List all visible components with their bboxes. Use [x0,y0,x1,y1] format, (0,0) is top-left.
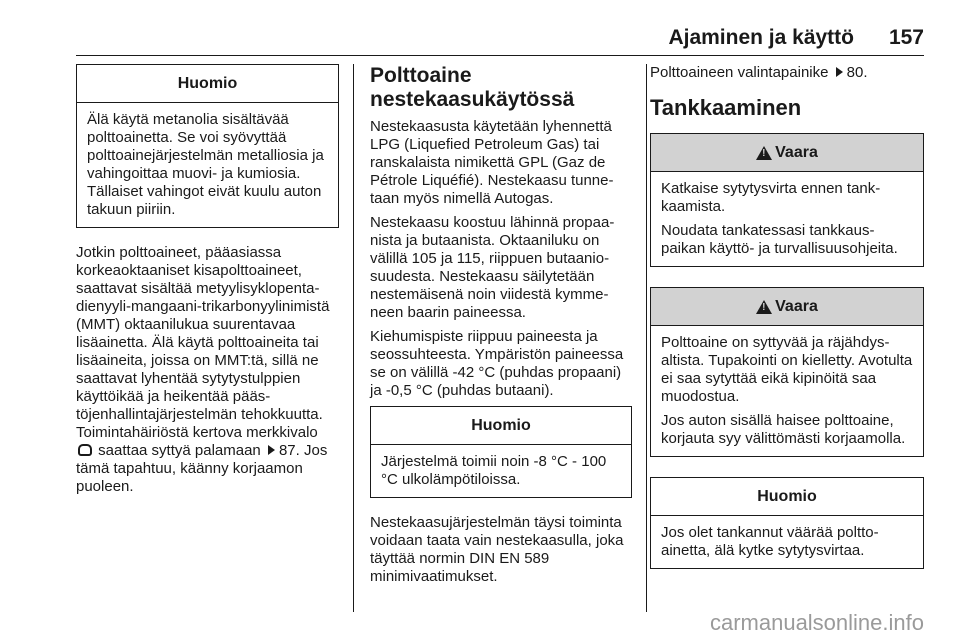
lpg-paragraph-4: Nestekaasujärjestelmän täysi toiminta voidaan taata vain nestekaasulla, joka täyttää normin DIN EN 589 minimivaatimukset. [370,514,624,585]
warning-triangle-icon [756,300,772,314]
section-title: Ajaminen ja käyttö [668,26,854,49]
mmt-paragraph: Jotkin polttoaineet, pääasiassa korkeaoktaaniset kisapolttoaineet, saattavat sisältää metyylisyklopentadienyyli-mangaani-trikarbonyylinimistä (MMT) oktaanilukua suurentavaa lisäainetta. Älä käytä polttoaineita tai lisäaineita, joissa on MMT:tä, sillä ne saattavat lyhentää sytytystulppien käyttöikää ja heikentää päästöjenhallintajärjestelmän tehokkuutta. Toimintahäiriöstä kertova merkkivalo saattaa syttyä palamaan 87. Jos tämä tapahtuu, käänny korjaamon puoleen. [76,244,330,495]
note-text: Järjestelmä toimii noin -8 °C - 100 °C ulkolämpötiloissa. [381,453,607,488]
column-1 [76,64,339,502]
note-title: Huomio [371,407,631,445]
note-text: Älä käytä metanolia sisältävää polttoainetta. Se voi syövyttää polttoainejärjestelmän metalliosia ja vahingoittaa muovi- ja kumiosia. Tällaiset vahingot eivät kuulu auton takuun piiriin. [87,111,324,218]
page-reference-icon [836,67,843,77]
note-title: Huomio [651,478,923,516]
fuel-selector-reference: Polttoaineen valintapainike 80. [650,64,868,81]
note-box-methanol [76,64,339,228]
lpg-heading: Polttoaine nestekaasukäytössä [370,64,575,111]
lpg-paragraph-1: Nestekaasusta käytetään lyhennettä LPG (Liquefied Petroleum Gas) tai ranskalaista nimikettä GPL (Gaz de Pétrole Liquéfié). Nestekaasu tunnetaan myös nimellä Autogas. [370,118,614,207]
warning-text: Jos auton sisällä haisee polttoaine, korjauta syy välittömästi korjaamolla. [661,412,906,447]
warning-box-ignition [650,133,924,267]
column-2 [370,64,632,592]
page-reference-icon [268,445,275,455]
watermark: carmanualsonline.info [709,610,924,635]
warning-triangle-icon [756,146,772,160]
note-text: Jos olet tankannut väärää polttoainetta, älä kytke sytytysvirtaa. [661,524,879,559]
note-title: Huomio [77,65,338,103]
refuelling-heading: Tankkaaminen [650,95,802,120]
warning-text: Noudata tankatessasi tankkauspaikan käyttö- ja turvallisuusohjeita. [661,222,898,257]
column-3 [650,64,924,569]
warning-text: Katkaise sytytysvirta ennen tankkaamista. [661,180,881,215]
engine-lamp-icon [78,444,92,456]
note-box-temperature [370,406,632,498]
note-box-wrong-fuel [650,477,924,569]
column-divider [646,64,647,612]
warning-title: ! Vaara [651,134,923,172]
lpg-paragraph-3: Kiehumispiste riippuu paineesta ja seossuhteesta. Ympäristön paineessa se on välillä -42 °C (puhdas propaani) ja -0,5 °C (puhdas butaani). [370,328,624,399]
column-divider [353,64,354,612]
page-number: 157 [888,26,924,49]
running-header [76,24,924,56]
warning-box-flammable [650,287,924,457]
lpg-paragraph-2: Nestekaasu koostuu lähinnä propaanista ja butaanista. Oktaaniluku on välillä 105 ja 115, riippuen butaaniosuudesta. Nestekaasu säilytetään nestemäisenä noin viidestä kymmeneen baarin paineessa. [370,214,615,321]
warning-title: ! Vaara [651,288,923,326]
warning-text: Polttoaine on syttyvää ja räjähdysaltista. Tupakointi on kielletty. Avotulta ei saa sytyttää eikä kipinöitä saa muodostua. [661,334,913,405]
